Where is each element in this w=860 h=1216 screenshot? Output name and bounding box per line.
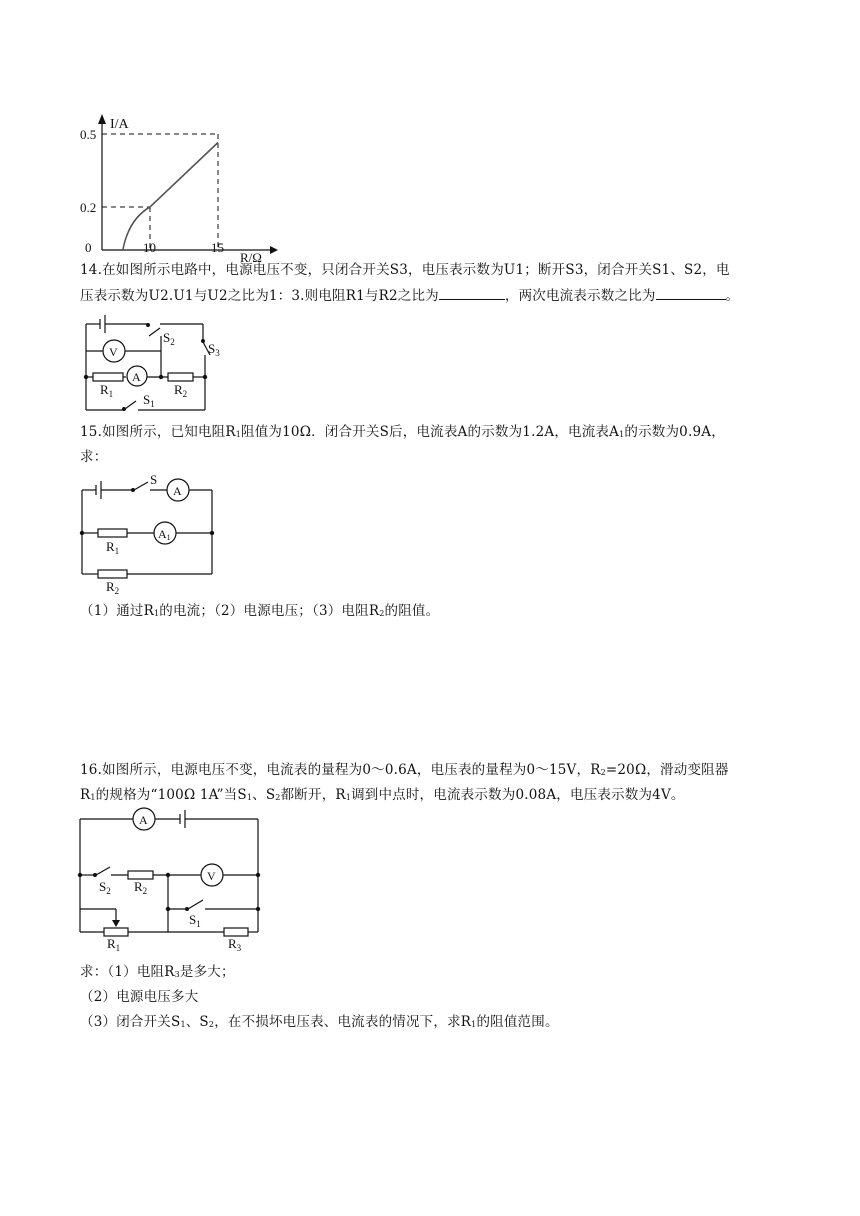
svg-text:R2: $R_2$ — [174, 382, 188, 399]
q14-line2-c: 。 — [725, 288, 740, 304]
svg-text:R1: $R_1$ — [100, 382, 114, 399]
q16-ask1: 求：（1）电阻$R_3$是多大； — [80, 964, 235, 980]
q14-line1: 14.在如图所示电路中，电源电压不变，只闭合开关S3，电压表示数为U1；断开S3，闭合开关S1、S2，电 — [80, 262, 730, 278]
svg-text:S1: $S_1$ — [143, 392, 155, 409]
svg-text:A: A — [173, 484, 182, 498]
q15-line2: 求： — [80, 449, 108, 465]
svg-text:A: A — [139, 813, 148, 827]
q15-line1: 15.如图所示，已知电阻$R_1$阻值为10Ω．闭合开关S后，电流表A的示数为1.2A，电流表$A_1$的示数为0.9A， — [80, 424, 725, 440]
svg-text:S2: $S_2$ — [99, 879, 111, 896]
svg-text:A: A — [132, 370, 141, 384]
q14-blank-2[interactable] — [656, 285, 726, 300]
q15-subquestions: （1）通过$R_1$的电流；（2）电源电压；（3）电阻$R_2$的阻值。 — [80, 603, 440, 619]
origin-label: 0 — [85, 240, 92, 255]
svg-text:S1: $S_1$ — [189, 912, 201, 929]
graph-curve — [123, 143, 218, 251]
svg-text:R1: $R_1$ — [107, 936, 121, 953]
q14-blank-1[interactable] — [439, 285, 505, 300]
q14-line2-b: ，两次电流表示数之比为 — [504, 288, 656, 304]
q14-line2-a: 压表示数为U2.U1与U2之比为1：3.则电阻R1与R2之比为 — [80, 288, 439, 304]
y-tick-0.5: 0.5 — [80, 127, 97, 142]
x-tick-15: 15 — [211, 240, 224, 255]
q16-line1: 16.如图所示，电源电压不变，电流表的量程为0～0.6A，电压表的量程为0～15V，$R_2=20\Omega$，滑动变阻器 — [80, 762, 729, 778]
q16-ask2: （2）电源电压多大 — [80, 989, 199, 1005]
q16-line2: $R_1$的规格为“100Ω 1A”当$S_1$、$S_2$都断开，$R_1$调到中点时，电流表示数为0.08A，电压表示数为4V。 — [80, 787, 685, 803]
svg-text:R3: $R_3$ — [228, 936, 242, 953]
svg-text:R1: $R_1$ — [106, 539, 120, 556]
x-axis-label: R/Ω — [240, 250, 262, 265]
svg-text:S: S — [150, 472, 158, 487]
q14-line2 — [80, 284, 785, 309]
svg-text:V: V — [207, 869, 216, 883]
svg-text:R2: $R_2$ — [134, 879, 148, 896]
y-axis-label: I/A — [110, 117, 129, 132]
svg-text:S3: $S_3$ — [208, 341, 220, 358]
q16-ask3: （3）闭合开关$S_1$、$S_2$，在不损坏电压表、电流表的情况下，求$R_1$的阻值范围。 — [80, 1014, 559, 1030]
svg-text:A1: A1 — [158, 527, 171, 542]
y-tick-0.2: 0.2 — [80, 200, 97, 215]
svg-text:S2: $S_2$ — [163, 330, 175, 347]
x-tick-10: 10 — [143, 240, 156, 255]
svg-text:R2: $R_2$ — [106, 579, 120, 596]
svg-text:V: V — [109, 345, 118, 359]
